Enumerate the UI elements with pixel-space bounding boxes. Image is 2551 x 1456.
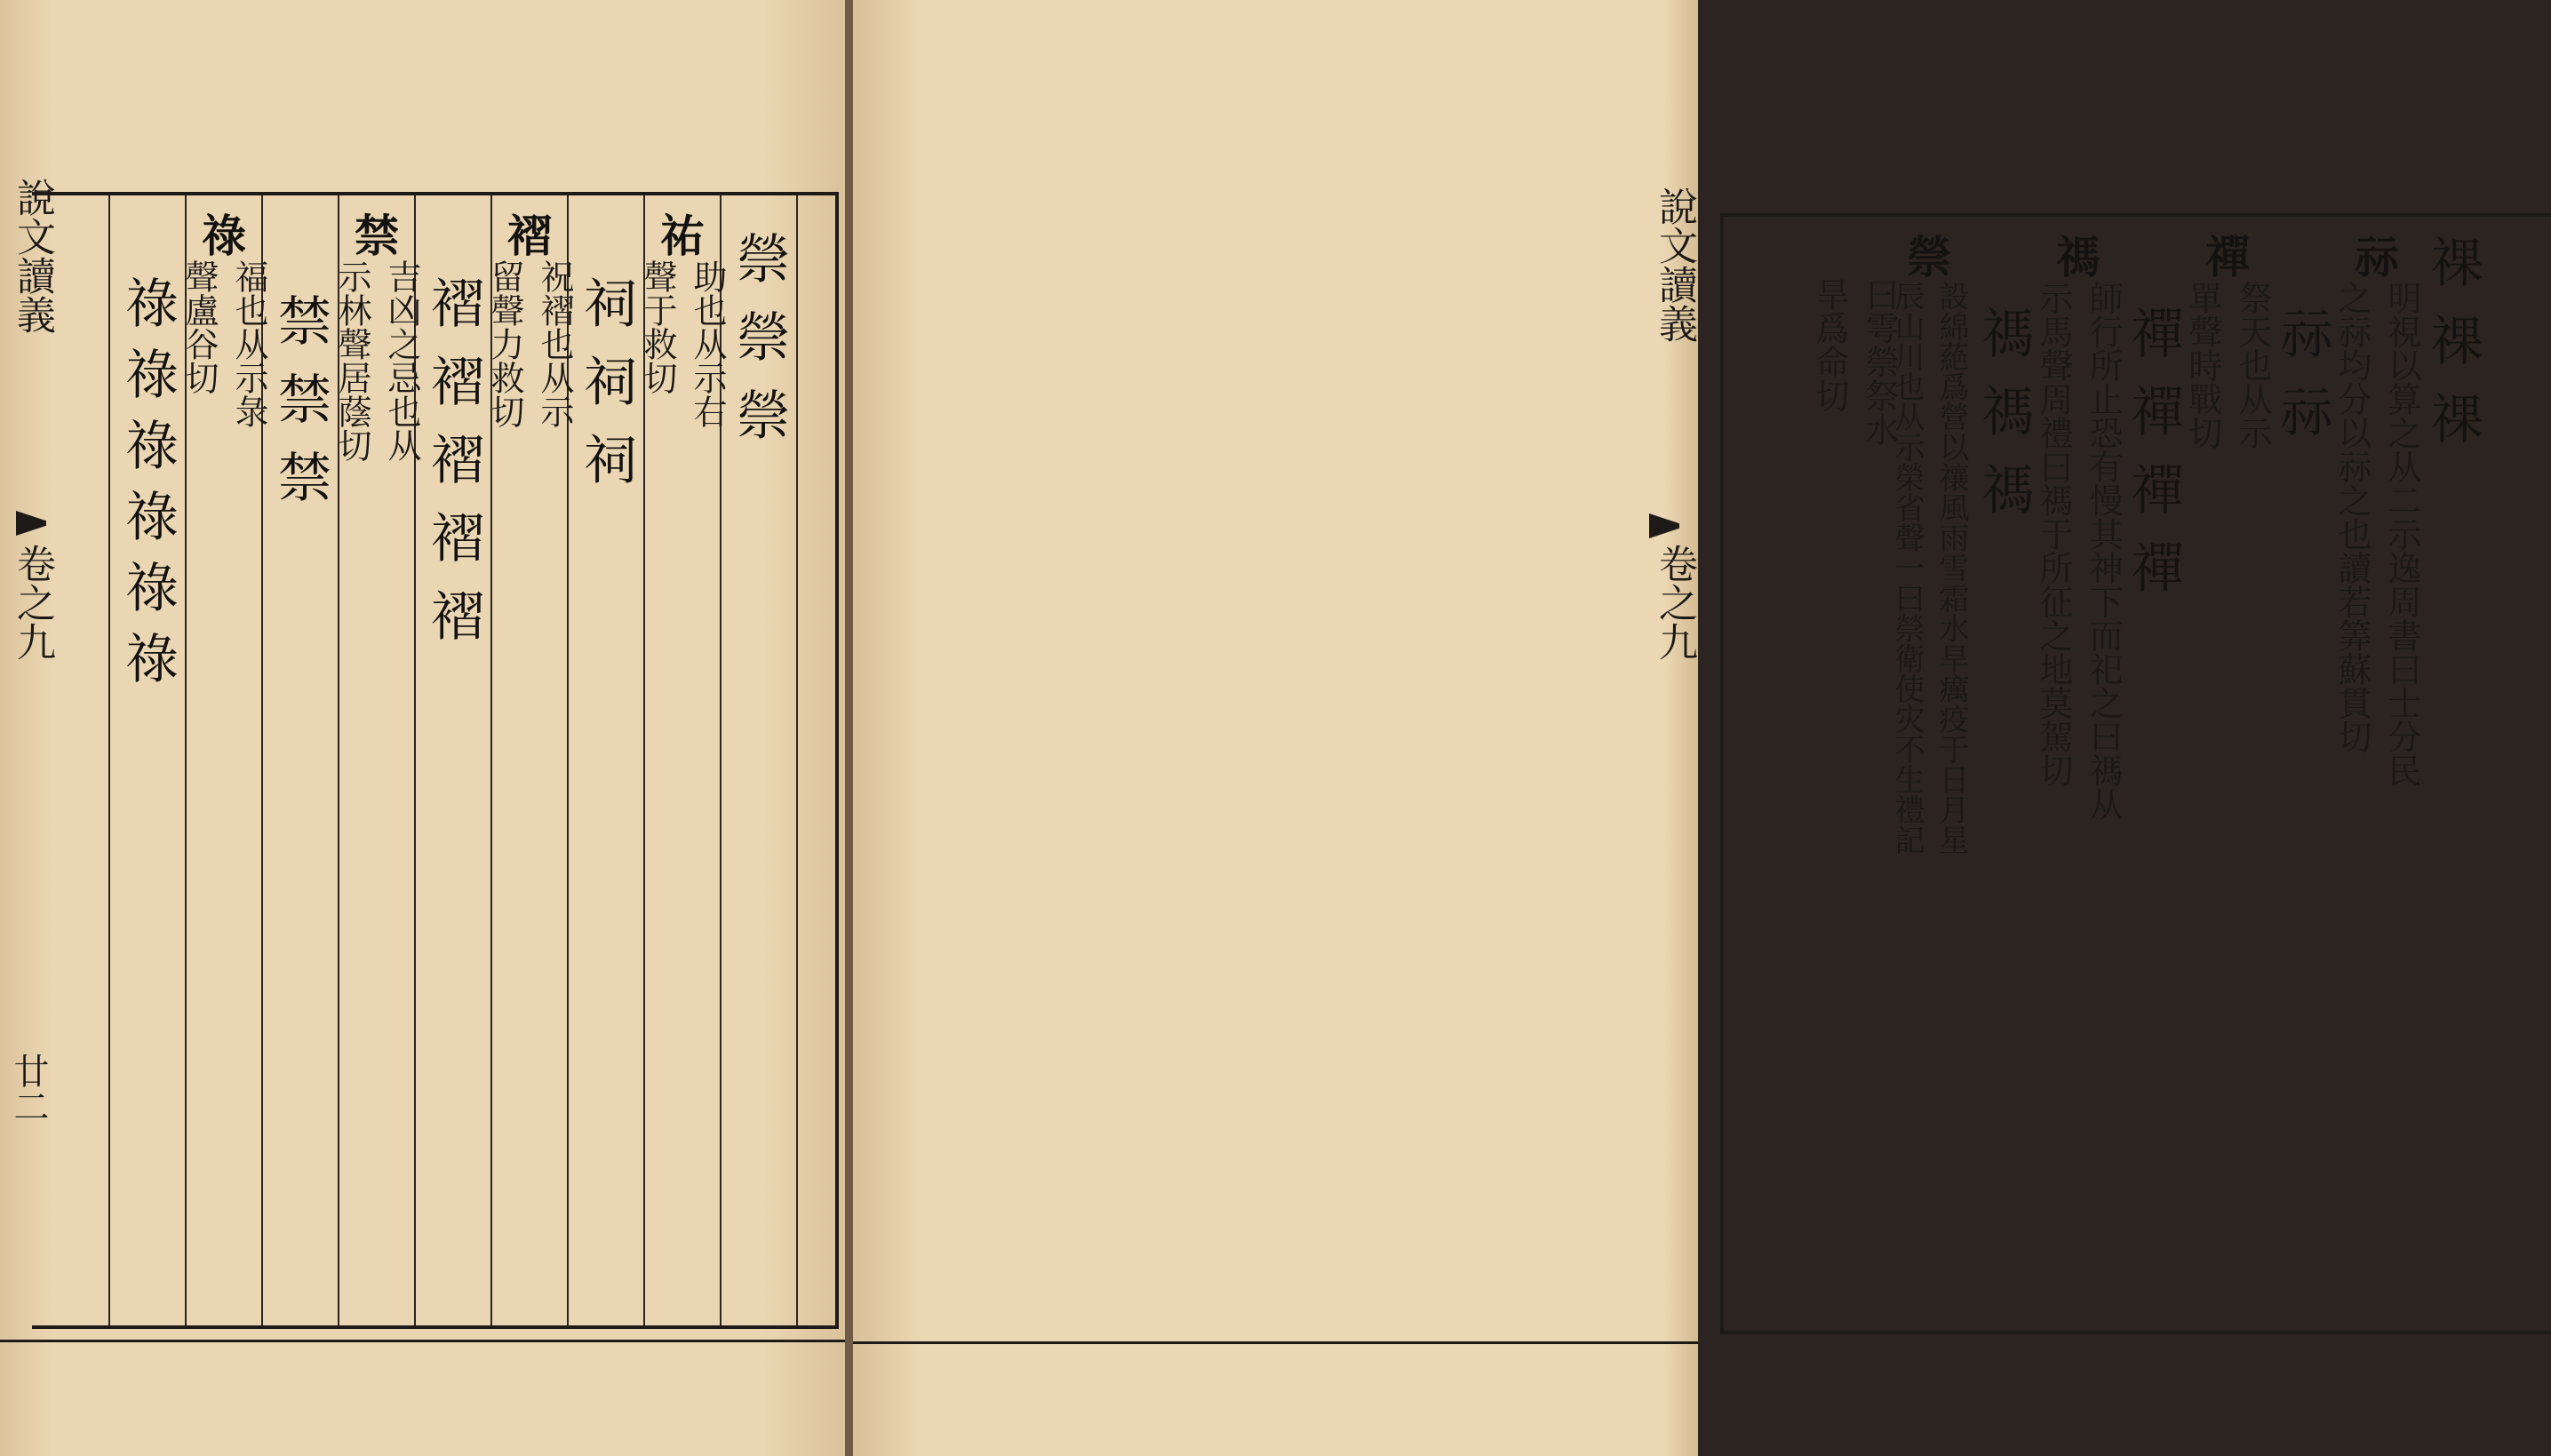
bottom-rule: [0, 1340, 849, 1342]
entry-head: 禡: [2056, 231, 2101, 283]
note-right: 福也从示彔: [229, 259, 268, 428]
left-page: [0, 0, 849, 1456]
column-3: [569, 275, 643, 510]
entry-head: 祐: [660, 210, 705, 262]
note-left: 留聲力救切: [485, 259, 524, 428]
entry-head: 禜: [1907, 231, 1951, 283]
note-right: 曰雩禜祭水: [1860, 277, 1899, 446]
column-6: [332, 210, 421, 462]
note-left: 單聲時戰切: [2183, 281, 2222, 450]
column-5: [416, 275, 490, 666]
right-page: [853, 0, 2483, 1456]
note-right: 祝褶也从示: [535, 259, 574, 428]
column-4: [2183, 231, 2272, 450]
column-4: [485, 210, 574, 428]
headword-forms: 褶褶褶褶褶: [422, 275, 484, 666]
headword-forms: 祘祘: [2271, 306, 2333, 462]
note-left: 示馬聲周禮曰禡于所征之地莫駕切: [2034, 281, 2073, 787]
bottom-rule: [853, 1341, 1698, 1344]
text-frame: [32, 192, 839, 1329]
left-chapter: 卷之九: [10, 544, 55, 661]
note-right: 吉凶之忌也从: [382, 259, 421, 462]
column-9: [1810, 277, 1899, 446]
note-right: 師行所止恐有慢其神下而祀之曰禡从: [2084, 281, 2123, 821]
headword-forms: 禡禡禡: [1973, 306, 2035, 540]
right-margin-title: 說文讀義: [1652, 187, 1697, 343]
entry-head: 褶: [507, 210, 552, 262]
column-5: [2117, 306, 2189, 618]
headword-forms: 祠祠祠: [575, 275, 637, 510]
column-1: [2415, 235, 2490, 469]
column-2: [2332, 231, 2421, 787]
column-8: [1889, 231, 1969, 855]
column-2: [638, 210, 727, 428]
note-right: 祭天也从示: [2233, 281, 2272, 450]
note-right: 助也从示右: [688, 259, 727, 428]
column-7: [1967, 306, 2040, 540]
fishtail-marker: [1649, 513, 1679, 538]
headword-forms: 禪禪禪禪: [2122, 306, 2184, 618]
note-left: 辰山川也从示榮省聲一曰禜衛使灾不生禮記: [1889, 281, 1925, 855]
left-margin-title: 說文讀義: [10, 178, 55, 334]
left-page-number: 廿二: [8, 1053, 49, 1124]
entry-head: 祘: [2355, 231, 2399, 283]
note-left: 聲盧谷切: [179, 259, 219, 394]
column-8: [179, 210, 268, 428]
entry-head: 祿: [202, 210, 246, 262]
column-7: [263, 293, 338, 528]
note-left: 旱爲命切: [1810, 277, 1849, 412]
headword-forms: 祿祿祿祿祿祿: [116, 275, 179, 702]
note-left: 示林聲居蔭切: [332, 259, 371, 462]
column-6: [2034, 231, 2123, 821]
entry-head: 禪: [2205, 231, 2250, 283]
column-3: [2266, 306, 2339, 462]
note-right: 設綿蕝爲營以禳風雨雪霜水旱癘疫于日月星: [1933, 281, 1969, 855]
column-1: [721, 231, 796, 465]
headword-forms: 禁禁禁: [269, 293, 331, 528]
text-frame: [1720, 213, 2551, 1334]
headword-forms: 禜禜禜: [728, 231, 790, 465]
note-left: 聲于救切: [638, 259, 677, 394]
entry-head: 禁: [355, 210, 399, 262]
note-left: 之祘均分以祘之也讀若筭蘇貫切: [2332, 281, 2372, 753]
note-right: 明視以算之从二示逸周書曰士分民: [2382, 281, 2421, 787]
right-chapter: 卷之九: [1652, 544, 1697, 661]
headword-forms: 祼祼祼: [2421, 235, 2483, 469]
column-9: [110, 275, 185, 702]
